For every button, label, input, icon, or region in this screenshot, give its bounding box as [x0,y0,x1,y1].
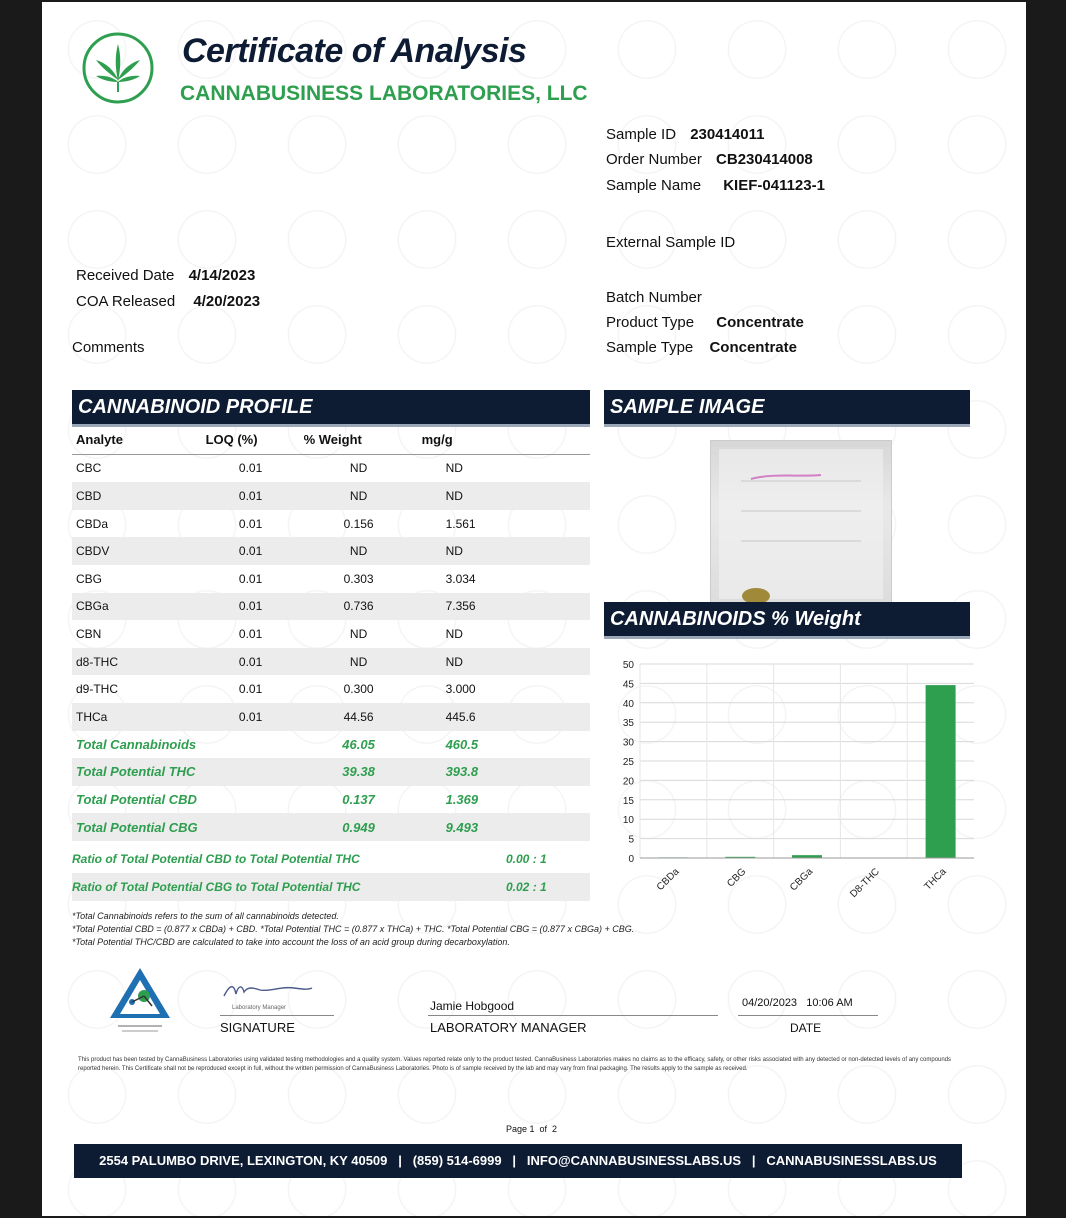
table-cell: CBDV [72,537,202,565]
sample-image-header: SAMPLE IMAGE [604,390,970,427]
table-cell: CBDa [76,516,109,531]
ratio-cbd-label: Ratio of Total Potential CBD to Total Potential THC [72,852,360,866]
table-row [72,648,590,676]
table-cell: ND [445,626,463,641]
table-cell: ND [418,537,590,565]
table-cell: CBD [72,482,202,510]
y-tick-label: 15 [622,795,634,807]
received-date-row [76,267,255,284]
sample-type-row [606,339,797,356]
table-cell: ND [300,648,418,676]
y-tick-label: 40 [622,698,634,710]
table-row [72,703,590,731]
footnote-line: *Total Cannabinoids refers to the sum of all cannabinoids detected. [72,911,339,921]
sample-id-row [606,126,764,143]
column-header: % Weight [300,426,418,454]
table-header-row [72,426,590,454]
table-cell [202,731,300,759]
table-cell: 0.01 [202,703,300,731]
table-cell [202,786,300,814]
table-cell: 0.01 [238,571,263,586]
table-row [72,565,590,593]
coa-released-label: COA Released [76,293,176,310]
table-body [72,454,590,841]
table-cell: 9.493 [418,813,590,841]
table-cell: 39.38 [300,758,418,786]
table-cell: 0.303 [343,571,374,586]
external-sample-id-label: External Sample ID [606,234,736,251]
table-cell: 3.000 [445,682,476,697]
x-tick-label: CBG [725,866,749,890]
ratio-cbg-value: 0.02 : 1 [506,880,547,894]
order-number-value: CB230414008 [716,151,813,168]
table-cell: ND [445,461,463,476]
x-tick-label: CBDa [654,866,682,893]
product-type-value: Concentrate [716,314,804,331]
coa-released-value: 4/20/2023 [193,293,261,310]
x-tick-label: CBGa [788,866,816,894]
table-cell: 0.300 [343,682,374,697]
table-cell: CBGa [72,593,202,621]
manager-line [428,1015,718,1016]
table-cell: CBG [76,571,103,586]
ratio-cbd-row [72,846,590,873]
received-date-value: 4/14/2023 [188,267,256,284]
table-row [72,593,590,621]
cannabinoid-profile-header: CANNABINOID PROFILE [72,390,590,427]
batch-number-label: Batch Number [606,289,702,306]
accreditation-seal-icon [108,966,172,1038]
table-cell: CBC [76,461,102,476]
column-header: LOQ (%) [202,426,300,454]
cannabis-leaf-logo-icon [80,30,156,106]
bar-thca [926,685,956,858]
table-row [72,482,590,510]
table-cell: ND [300,537,418,565]
order-number-label: Order Number [606,151,702,168]
table-row [72,537,590,565]
table-cell: 1.561 [445,516,476,531]
signature-caption: Laboratory Manager [232,1005,287,1011]
table-cell: 445.6 [418,703,590,731]
disclaimer-text: This product has been tested by CannaBusiness Laboratories using validated testing methodologies and a quality system. Values reported relate only to the product tested. CannaBusiness Laboratories makes no claims as to the efficacy, safety, or other risks associated with any detected or non-detected levels of any compounds reported herein. This Certificate shall not be reproduced except in full, without the written permission of CannaBusiness Laboratories. Photo is of sample received by the lab and may vary from final packaging. The results apply to the sample as received. [78,1057,952,1072]
sample-bag-image [711,441,891,607]
table-cell: ND [349,461,368,476]
comments-label: Comments [72,339,145,356]
table-cell: 0.01 [238,516,263,531]
y-tick-label: 45 [622,679,634,691]
ratio-cbd-value: 0.00 : 1 [506,852,547,866]
signature-line [220,1015,334,1016]
sample-photo [710,440,892,608]
chart-header: CANNABINOIDS % Weight [604,602,970,639]
lab-name: CANNABUSINESS LABORATORIES, LLC [180,82,588,105]
x-tick-label: THCa [922,866,949,893]
y-tick-label: 35 [622,718,634,730]
table-row [72,620,590,648]
total-row [72,758,590,786]
y-tick-label: 5 [628,834,634,846]
sample-type-label: Sample Type [606,339,694,356]
sample-id-value: 230414011 [690,126,765,143]
footnotes [72,910,634,949]
cannabinoid-table [72,426,590,841]
y-tick-label: 25 [622,757,634,768]
table-cell: 46.05 [342,736,375,752]
table-cell: 0.156 [343,516,374,531]
table-cell: 393.8 [418,758,590,786]
table-cell [202,758,300,786]
y-tick-label: 50 [622,660,634,671]
table-cell: 1.369 [445,792,479,808]
contact-footer: 2554 PALUMBO DRIVE, LEXINGTON, KY 40509 | (859) 514-6999 | INFO@CANNABUSINESSLABS.US | CANNABUSINESSLABS.US [74,1144,962,1178]
table-cell: 0.01 [202,593,300,621]
total-row [72,786,590,814]
manager-title: LABORATORY MANAGER [430,1020,587,1035]
table-row [72,675,590,703]
table-cell: 0.01 [238,461,263,476]
coa-released-row [76,293,260,310]
sample-name-row [606,177,825,194]
sample-id-label: Sample ID [606,126,677,143]
certificate-page [42,2,1026,1216]
table-cell: 0.736 [300,593,418,621]
table-cell: 0.01 [202,537,300,565]
sample-name-label: Sample Name [606,177,702,194]
table-cell: 0.01 [238,626,263,641]
page-number: Page 1 of 2 [506,1124,558,1134]
product-type-label: Product Type [606,314,695,331]
table-cell: Total Potential CBG [72,813,202,841]
table-cell: 0.01 [202,482,300,510]
table-cell: 0.137 [342,792,375,808]
table-cell: 44.56 [300,703,418,731]
received-date-label: Received Date [76,267,175,284]
table-cell: Total Potential THC [72,758,202,786]
table-cell: 3.034 [445,571,476,586]
table-cell: d8-THC [72,648,202,676]
y-tick-label: 20 [622,776,634,788]
ratio-cbg-label: Ratio of Total Potential CBG to Total Potential THC [72,880,361,894]
table-cell: ND [418,482,590,510]
table-cell: CBN [76,626,102,641]
footnote-line: *Total Potential THC/CBD are calculated to take into account the loss of an acid group during decarboxylation. [72,937,510,947]
y-tick-label: 30 [622,737,634,749]
table-cell: ND [300,482,418,510]
table-cell [202,813,300,841]
sample-type-value: Concentrate [709,339,797,356]
date-line [738,1015,878,1016]
table-cell: 0.01 [238,682,263,697]
table-cell: THCa [72,703,202,731]
table-cell: Total Potential CBD [76,792,197,808]
table-row [72,454,590,482]
table-row [72,510,590,538]
table-cell: ND [349,626,368,641]
document-title: Certificate of Analysis [182,32,527,70]
cannabinoid-weight-chart [602,652,982,912]
signature-date-value: 04/20/2023 10:06 AM [742,997,853,1009]
x-tick-label: D8-THC [848,866,882,901]
table-cell: 0.01 [202,648,300,676]
footnote-line: *Total Potential CBD = (0.877 x CBDa) + CBD. *Total Potential THC = (0.877 x THCa) + THC. *Total Potential CBG = (0.877 x CBGa) + CBG. [72,924,635,934]
date-label: DATE [790,1021,822,1035]
signature-label: SIGNATURE [220,1020,295,1035]
table-cell: ND [418,648,590,676]
table-cell: 0.949 [300,813,418,841]
product-type-row [606,314,804,331]
total-row [72,813,590,841]
handwritten-signature-icon [220,980,316,1002]
column-header: Analyte [72,426,202,454]
table-cell: Total Cannabinoids [76,736,197,752]
ratio-cbg-row [72,873,590,901]
manager-name: Jamie Hobgood [430,999,515,1013]
table-cell: d9-THC [76,682,119,697]
column-header: mg/g [418,426,590,454]
total-row [72,731,590,759]
sample-name-value: KIEF-041123-1 [723,177,825,194]
order-number-row [606,151,813,168]
table-cell: 7.356 [418,593,590,621]
table-cell: 460.5 [445,736,479,752]
y-tick-label: 10 [622,815,634,827]
y-tick-label: 0 [628,854,634,865]
